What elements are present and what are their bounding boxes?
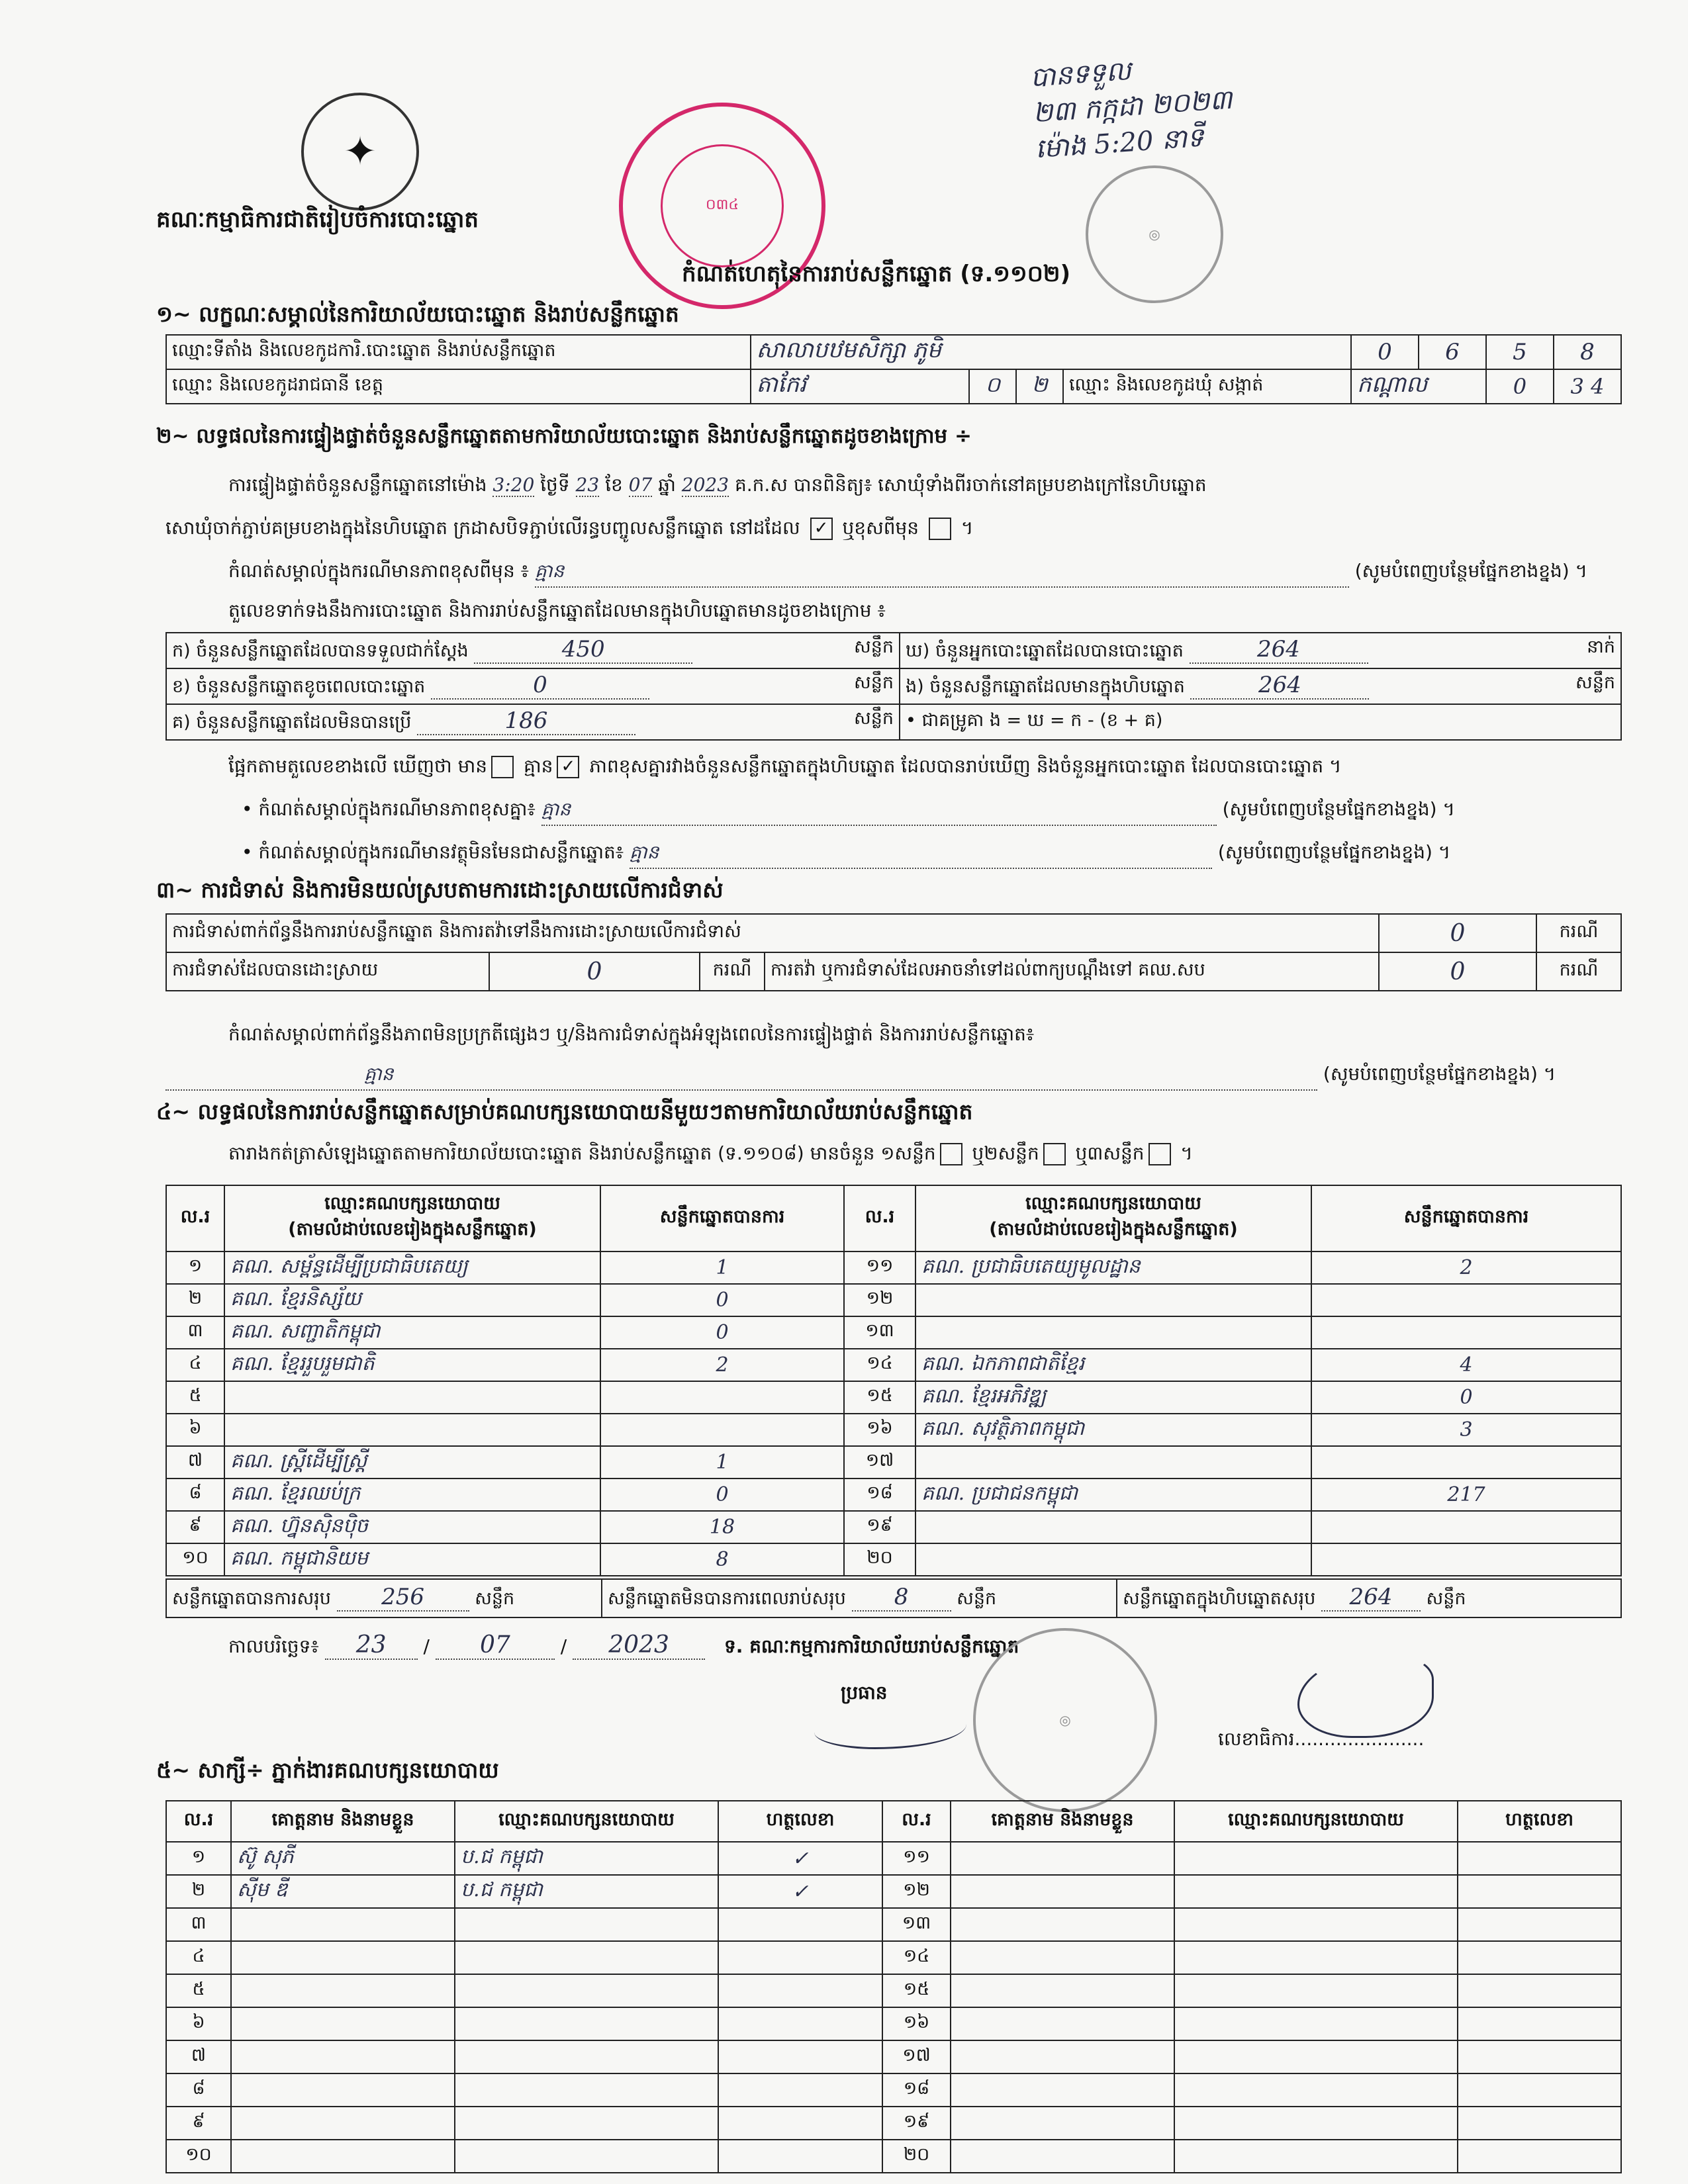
total-invalid: សន្លឹកឆ្នោតមិនបានការពេលរាប់សរុប 8 សន្លឹក <box>602 1579 1117 1617</box>
table-row <box>166 1316 1621 1349</box>
witness-name <box>951 2073 1174 2107</box>
row-number: ២ <box>166 1284 224 1316</box>
vote-count <box>600 1414 844 1446</box>
witness-name <box>231 2140 455 2173</box>
party-name: គណ. សម្ព័ន្ធដើម្បីប្រជាធិបតេយ្យ <box>224 1251 600 1284</box>
count-row-c: គ) ចំនួនសន្លឹកឆ្នោតដែលមិនបានប្រើ 186 សន្លឹក <box>166 704 900 740</box>
row-number: ៨ <box>166 1479 224 1511</box>
section1-table <box>165 334 1622 404</box>
province-label: ឈ្មោះ និងលេខកូដរាជធានី ខេត្ត <box>166 369 751 404</box>
vote-count <box>1311 1284 1621 1316</box>
row-number: ៤ <box>166 1941 231 1974</box>
witness-party <box>455 1974 718 2007</box>
complaint-label: ការតវ៉ា ឬការជំទាស់ដែលអាចនាំទៅដល់ពាក្យបណ្តឹងទៅ គឈ.សប <box>765 952 1379 991</box>
section3-note-value: គ្មាន (សូមបំពេញបន្ថែមផ្នែកខាងខ្នង) ។ <box>165 1062 1622 1091</box>
witness-name <box>231 2040 455 2073</box>
row-number: ១៤ <box>882 1941 951 1974</box>
party-name: គណ. កម្ពុជានិយម <box>224 1543 600 1576</box>
row-number: ១៦ <box>844 1414 915 1446</box>
table-row <box>166 2040 1621 2073</box>
vote-count: 0 <box>600 1479 844 1511</box>
vote-count: 0 <box>600 1316 844 1349</box>
row-number: ១១ <box>882 1842 951 1875</box>
witness-signature <box>1458 1941 1621 1974</box>
row-number: ១៣ <box>882 1908 951 1941</box>
sheet3-checkbox[interactable] <box>1149 1143 1171 1165</box>
vote-count: 3 <box>1311 1414 1621 1446</box>
station-code-digit: 8 <box>1554 335 1621 369</box>
vote-count <box>1311 1446 1621 1479</box>
stamp-number: ០៣៤ <box>706 197 739 213</box>
total-valid: សន្លឹកឆ្នោតបានការសរុប 256 សន្លឹក <box>166 1579 602 1617</box>
count-row-d: ឃ) ចំនួនអ្នកបោះឆ្នោតដែលបានបោះឆ្នោត 264 នាក់ <box>900 633 1621 668</box>
section5-title: ៥~ សាក្សី÷ ភ្នាក់ងារគណបក្សនយោបាយ <box>156 1757 499 1783</box>
witness-name <box>231 2007 455 2040</box>
same-checkbox[interactable]: ✓ <box>810 518 833 540</box>
witness-name <box>951 1842 1174 1875</box>
witness-party <box>455 2140 718 2173</box>
vote-count: 2 <box>1311 1251 1621 1284</box>
row-number: ១៧ <box>882 2040 951 2073</box>
province-code-digit: ២ <box>1016 369 1063 404</box>
party-name <box>915 1446 1311 1479</box>
witness-party <box>455 2007 718 2040</box>
witness-party <box>1174 1842 1458 1875</box>
party-name <box>224 1381 600 1414</box>
witness-party <box>455 2107 718 2140</box>
section4-title: ៤~ លទ្ធផលនៃការរាប់សន្លឹកឆ្នោតសម្រាប់គណបក្សនយោបាយនីមួយៗតាមការិយាល័យរាប់សន្លឹកឆ្នោត <box>156 1099 973 1124</box>
witness-name <box>951 2140 1174 2173</box>
witness-party <box>1174 2140 1458 2173</box>
bullet-diff-note: • កំណត់សម្គាល់ក្នុងករណីមានភាពខុសគ្នា៖ គ្មាន (សូមបំពេញបន្ថែមផ្នែកខាងខ្នង) ។ <box>242 797 1618 826</box>
sheet2-checkbox[interactable] <box>1043 1143 1066 1165</box>
org-name: គណៈកម្មាធិការជាតិរៀបចំការបោះឆ្នោត <box>156 206 479 233</box>
witness-signature: ✓ <box>718 1842 882 1875</box>
row-number: ១ <box>166 1842 231 1875</box>
verify-time: 3:20 <box>492 474 535 496</box>
vote-count: 0 <box>600 1284 844 1316</box>
row-number: ២០ <box>882 2140 951 2173</box>
witness-signature <box>718 2073 882 2107</box>
vote-count: 1 <box>600 1251 844 1284</box>
row-number: ១៧ <box>844 1446 915 1479</box>
table-row <box>166 1974 1621 2007</box>
section3-title: ៣~ ការជំទាស់ និងការមិនយល់ស្របតាមការដោះស្រាយលើការជំទាស់ <box>156 877 724 903</box>
secretary-signature <box>1297 1655 1434 1738</box>
row-number: ១៥ <box>844 1381 915 1414</box>
verify-year: 2023 <box>681 474 729 496</box>
handwritten-receipt-note: បានទទួល ២៣ កក្កដា ២០២៣ ម៉ោង 5:20 នាទី <box>1029 56 1234 165</box>
row-number: ៣ <box>166 1316 224 1349</box>
station-label: ឈ្មោះទីតាំង និងលេខកូដការិ.បោះឆ្នោត និងរាប់សន្លឹកឆ្នោត <box>166 335 751 369</box>
section2-title: ២~ លទ្ធផលនៃការផ្ទៀងផ្ទាត់ចំនួនសន្លឹកឆ្នោតតាមការិយាល័យបោះឆ្នោត និងរាប់សន្លឹកឆ្នោតដូចខាងក្រោម ÷ <box>156 424 972 448</box>
province-code-digit: ០ <box>969 369 1016 404</box>
president-label: ប្រធាន <box>841 1682 888 1704</box>
row-number: ១៣ <box>844 1316 915 1349</box>
table-row <box>166 1941 1621 1974</box>
commune-label: ឈ្មោះ និងលេខកូដឃុំ សង្កាត់ <box>1063 369 1351 404</box>
form-title: កំណត់ហេតុនៃការរាប់សន្លឹកឆ្នោត (ទ.១១០២) <box>682 261 1071 287</box>
witness-name <box>231 2073 455 2107</box>
vote-count <box>1311 1511 1621 1543</box>
vote-count: 8 <box>600 1543 844 1576</box>
row-number: ៨ <box>166 2073 231 2107</box>
row-number: ៧ <box>166 1446 224 1479</box>
witness-name <box>951 2107 1174 2140</box>
witness-party: ប.ជ កម្ពុជា <box>455 1842 718 1875</box>
party-name: គណ. សញ្ជាតិកម្ពុជា <box>224 1316 600 1349</box>
witness-party <box>1174 2073 1458 2107</box>
witness-name <box>951 1908 1174 1941</box>
resolved-count: 0 <box>489 952 700 991</box>
row-number: ១៦ <box>882 2007 951 2040</box>
table-row <box>166 1908 1621 1941</box>
row-number: ២០ <box>844 1543 915 1576</box>
party-name: គណ. ខ្មែរអភិវឌ្ឍ <box>915 1381 1311 1414</box>
table-row <box>166 1479 1621 1511</box>
witness-signature <box>718 1941 882 1974</box>
witness-party <box>455 1908 718 1941</box>
vote-count: 2 <box>600 1349 844 1381</box>
witness-signature <box>1458 2007 1621 2040</box>
witness-signature <box>718 2040 882 2073</box>
row-number: ៥ <box>166 1974 231 2007</box>
witness-name <box>231 2107 455 2140</box>
secretary-label: លេខាធិការ...................... <box>1218 1728 1425 1750</box>
section3-note: កំណត់សម្គាល់ពាក់ព័ន្ធនឹងភាពមិនប្រក្រតីផ្សេងៗ ឬ/និងការជំទាស់ក្នុងអំឡុងពេលនៃការផ្ទៀងផ្ទាត់ និងការរាប់សន្លឹកឆ្នោត៖ <box>228 1023 1035 1045</box>
province-name: តាកែវ <box>751 369 970 404</box>
changed-checkbox[interactable] <box>929 518 951 540</box>
commune-name: កណ្ដាល <box>1351 369 1486 404</box>
table-row <box>166 1349 1621 1381</box>
vote-count <box>1311 1543 1621 1576</box>
witness-signature <box>1458 2040 1621 2073</box>
station-code-digit: 6 <box>1419 335 1486 369</box>
table-row <box>166 1414 1621 1446</box>
party-name: គណ. ខ្មែររួបរួមជាតិ <box>224 1349 600 1381</box>
row-number: ១ <box>166 1251 224 1284</box>
formula: • ជាគម្រូគា ង = ឃ = ក - (ខ + គ) <box>900 704 1621 740</box>
witness-name <box>951 1974 1174 2007</box>
witness-party <box>1174 2107 1458 2140</box>
objections-table: ការជំទាស់ពាក់ព័ន្ធនឹងការរាប់សន្លឹកឆ្នោត និងការតវ៉ាទៅនឹងការដោះស្រាយលើការជំទាស់ 0 ករណី ការជំទាស់ដែលបានដោះស្រាយ 0 ករណី ការតវ៉ា ឬការជំទាស់ដែលអាចនាំទៅដល់ពាក្យបណ្តឹងទៅ គឈ.សប 0 ករណី <box>165 913 1622 991</box>
row-number: ១៤ <box>844 1349 915 1381</box>
total-in-box: សន្លឹកឆ្នោតក្នុងហិបឆ្នោតសរុប 264 សន្លឹក <box>1117 1579 1621 1617</box>
witness-signature <box>1458 1842 1621 1875</box>
count-row-a: ក) ចំនួនសន្លឹកឆ្នោតដែលបានទទួលជាក់ស្តែង 450 សន្លឹក <box>166 633 900 668</box>
party-name: គណ. ខ្មែរនិស្ស័យ <box>224 1284 600 1316</box>
tally-sheet-line: តារាងកត់ត្រាសំឡេងឆ្នោតតាមការិយាល័យបោះឆ្នោត និងរាប់សន្លឹកឆ្នោត (ទ.១១០៨) មានចំនួន ១សន្លឹក ឬ២សន្លឹក ឬ៣សន្លឹក ។ <box>228 1142 1193 1164</box>
witness-name <box>951 2040 1174 2073</box>
witness-party <box>1174 1941 1458 1974</box>
witness-name <box>231 1974 455 2007</box>
witness-party: ប.ជ កម្ពុជា <box>455 1875 718 1908</box>
totals-table <box>165 1578 1622 1618</box>
witness-name <box>231 1908 455 1941</box>
station-code-digit: 0 <box>1351 335 1419 369</box>
table-row <box>166 1842 1621 1875</box>
row-number: ១១ <box>844 1251 915 1284</box>
party-name: គណ. ខ្មែរឈប់ក្រ <box>224 1479 600 1511</box>
vote-count <box>600 1381 844 1414</box>
row-number: ៩ <box>166 2107 231 2140</box>
row-number: ៥ <box>166 1381 224 1414</box>
party-name <box>915 1511 1311 1543</box>
objection-row-label: ការជំទាស់ពាក់ព័ន្ធនឹងការរាប់សន្លឹកឆ្នោត និងការតវ៉ាទៅនឹងការដោះស្រាយលើការជំទាស់ <box>166 914 1379 952</box>
witness-signature <box>718 1908 882 1941</box>
party-name: គណ. ស្ត្រីដើម្បីស្ត្រី <box>224 1446 600 1479</box>
row-number: ១០ <box>166 2140 231 2173</box>
table-row <box>166 1543 1621 1576</box>
sheet1-checkbox[interactable] <box>940 1143 962 1165</box>
table-row <box>166 2107 1621 2140</box>
date-line: កាលបរិច្ឆេទ៖ 23 / 07 / 2023 ទ. គណៈកម្មការការិយាល័យរាប់សន្លឹកឆ្នោត <box>228 1631 1019 1659</box>
verify-day: 23 <box>575 474 600 496</box>
witness-signature <box>1458 2073 1621 2107</box>
party-name: គណ. សុវត្ថិភាពកម្ពុជា <box>915 1414 1311 1446</box>
witness-signature: ✓ <box>718 1875 882 1908</box>
witness-name <box>951 1941 1174 1974</box>
party-name <box>915 1543 1311 1576</box>
row-number: ១២ <box>844 1284 915 1316</box>
witness-name <box>231 1941 455 1974</box>
witness-party <box>1174 1974 1458 2007</box>
witness-signature <box>1458 1908 1621 1941</box>
counts-intro: តួលេខទាក់ទងនឹងការបោះឆ្នោត និងការរាប់សន្លឹកឆ្នោតដែលមានក្នុងហិបឆ្នោតមានដូចខាងក្រោម ៖ <box>228 600 886 621</box>
party-name: គណ. ឯកភាពជាតិខ្មែរ <box>915 1349 1311 1381</box>
vote-count: 18 <box>600 1511 844 1543</box>
witness-party <box>1174 1908 1458 1941</box>
row-number: ៣ <box>166 1908 231 1941</box>
objection-count: 0 <box>1379 914 1536 952</box>
witness-name <box>951 1875 1174 1908</box>
witness-party <box>455 2073 718 2107</box>
party-name <box>224 1414 600 1446</box>
witness-signature <box>1458 2140 1621 2173</box>
witness-name: ស៊ូ សុភី <box>231 1842 455 1875</box>
witness-signature <box>1458 1875 1621 1908</box>
gray-stamp: ◎ <box>1086 165 1223 303</box>
table-row <box>166 2140 1621 2173</box>
party-name: គណ. ហ្វ៊ុនស៊ិនប៉ិច <box>224 1511 600 1543</box>
commune-code-digit: 0 <box>1486 369 1554 404</box>
section1-title: ១~ លក្ខណៈសម្គាល់នៃការិយាល័យបោះឆ្នោត និងរាប់សន្លឹកឆ្នោត <box>156 301 679 327</box>
witness-signature <box>1458 1974 1621 2007</box>
witness-party <box>455 1941 718 1974</box>
row-number: ១០ <box>166 1543 224 1576</box>
section2-intro-line2: សោឃុំចាក់ភ្ជាប់គម្របខាងក្នុងនៃហិបឆ្នោត ក្រដាសបិទភ្ជាប់លើរន្ធបញ្ចូលសន្លឹកឆ្នោត នៅដដែល ✓ ឬខុសពីមុន ។ <box>165 517 974 539</box>
complaint-count: 0 <box>1379 952 1536 991</box>
committee-stamp: ◎ <box>973 1628 1157 1812</box>
table-row <box>166 1875 1621 1908</box>
table-row <box>166 1446 1621 1479</box>
bullet-object-note: • កំណត់សម្គាល់ក្នុងករណីមានវត្ថុមិនមែនជាសន្លឹកឆ្នោត៖ គ្មាន (សូមបំពេញបន្ថែមផ្នែកខាងខ្នង) ។ <box>242 841 1618 869</box>
station-code-digit: 5 <box>1486 335 1554 369</box>
witness-party <box>1174 1875 1458 1908</box>
witness-signature <box>718 1974 882 2007</box>
vote-count <box>1311 1316 1621 1349</box>
witness-signature <box>718 2107 882 2140</box>
vote-count: 0 <box>1311 1381 1621 1414</box>
verify-month: 07 <box>628 474 653 496</box>
table-row <box>166 1511 1621 1543</box>
witness-signature <box>718 2140 882 2173</box>
table-row <box>166 2073 1621 2107</box>
witness-party <box>1174 2007 1458 2040</box>
witness-name: ស៊ីម ឌី <box>231 1875 455 1908</box>
section2-note: កំណត់សម្គាល់ក្នុងករណីមានភាពខុសពីមុន ៖ គ្មាន (សូមបំពេញបន្ថែមផ្នែកខាងខ្នង) ។ <box>228 559 1618 588</box>
row-number: ៩ <box>166 1511 224 1543</box>
vote-count: 4 <box>1311 1349 1621 1381</box>
section2-intro-line1: ការផ្ទៀងផ្ទាត់ចំនួនសន្លឹកឆ្នោតនៅម៉ោង 3:20 ថ្ងៃទី 23 ខែ 07 ឆ្នាំ 2023 គ.ក.ស បានពិនិត្យ៖ សោឃុំទាំងពីរចាក់នៅគម្របខាងក្រៅនៃហិបឆ្នោត <box>228 474 1207 496</box>
row-number: ៦ <box>166 1414 224 1446</box>
party-name <box>915 1284 1311 1316</box>
row-number: ១៩ <box>844 1511 915 1543</box>
party-results-table: ល.រ ឈ្មោះគណបក្សនយោបាយ (តាមលំដាប់លេខរៀងក្នុងសន្លឹកឆ្នោត) សន្លឹកឆ្នោតបានការ ល.រ ឈ្មោះគណបក្សនយោបាយ (តាមលំដាប់លេខរៀងក្នុងសន្លឹកឆ្នោត) សន្លឹកឆ្នោតបានការ ១ គណ. សម្ព័ន្ធដើម្បីប្រជាធិបតេយ្យ 1 ១១ គណ. ប្រជាធិបតេយ្យមូលដ្ឋាន 2 ២ គណ. ខ្មែរនិស្ស័យ 0 ១២ ៣ គណ. សញ្ជាតិកម្ពុជា 0 ១៣ ៤ គណ. ខ្មែររួបរួមជាតិ 2 ១៤ គណ. ឯកភាពជាតិខ្មែរ 4 ៥ ១៥ គណ. ខ្មែរអភិវឌ្ឍ 0 ៦ ១៦ គណ. សុវត្ថិភាពកម្ពុជា 3 ៧ គណ. ស្ត្រីដើម្បីស្ត្រី 1 ១៧ ៨ គណ. ខ្មែរឈប់ក្រ 0 ១៨ គណ. ប្រជាជនកម្ពុជា 217 ៩ គណ. ហ្វ៊ុនស៊ិនប៉ិច 18 ១៩ ១០ គណ. កម្ពុជានិយម 8 ២០ <box>165 1185 1622 1576</box>
party-name: គណ. ប្រជាជនកម្ពុជា <box>915 1479 1311 1511</box>
resolved-label: ការជំទាស់ដែលបានដោះស្រាយ <box>166 952 489 991</box>
diff-yes-checkbox[interactable] <box>491 756 514 778</box>
witness-signature <box>1458 2107 1621 2140</box>
table-row <box>166 2007 1621 2040</box>
station-name: សាលាបឋមសិក្សា ភូមិ <box>751 335 1351 369</box>
diff-no-checkbox[interactable]: ✓ <box>557 756 579 778</box>
difference-line: ផ្អែកតាមតួលេខខាងលើ ឃើញថា មាន គ្មាន ✓ ភាពខុសគ្នារវាងចំនួនសន្លឹកឆ្នោតក្នុងហិបឆ្នោត ដែលបានរាប់ឃើញ និងចំនួនអ្នកបោះឆ្នោត ដែលបានបោះឆ្នោត ។ <box>228 755 1342 777</box>
party-name: គណ. ប្រជាធិបតេយ្យមូលដ្ឋាន <box>915 1251 1311 1284</box>
row-number: ៤ <box>166 1349 224 1381</box>
vote-count: 217 <box>1311 1479 1621 1511</box>
table-row <box>166 1251 1621 1284</box>
counts-table <box>165 632 1622 741</box>
president-signature <box>814 1707 966 1749</box>
witness-name <box>951 2007 1174 2040</box>
witness-table: ល.រ គោត្តនាម និងនាមខ្លួន ឈ្មោះគណបក្សនយោបាយ ហត្ថលេខា ល.រ គោត្តនាម និងនាមខ្លួន ឈ្មោះគណបក្សនយោបាយ ហត្ថលេខា ១ ស៊ូ សុភី ប.ជ កម្ពុជា ✓ ១១ ២ ស៊ីម ឌី ប.ជ កម្ពុជា ✓ ១២ ៣ ១៣ ៤ ១៤ ៥ ១៥ ៦ ១៦ ៧ ១៧ ៨ ១៨ ៩ ១៩ ១០ ២០ <box>165 1800 1622 2173</box>
witness-party <box>455 2040 718 2073</box>
row-number: ១៨ <box>844 1479 915 1511</box>
vote-count: 1 <box>600 1446 844 1479</box>
table-row <box>166 1381 1621 1414</box>
witness-party <box>1174 2040 1458 2073</box>
row-number: ១៥ <box>882 1974 951 2007</box>
row-number: ២ <box>166 1875 231 1908</box>
party-name <box>915 1316 1311 1349</box>
row-number: ១៨ <box>882 2073 951 2107</box>
count-row-e: ង) ចំនួនសន្លឹកឆ្នោតដែលមានក្នុងហិបឆ្នោត 264 សន្លឹក <box>900 668 1621 704</box>
row-number: ១៩ <box>882 2107 951 2140</box>
emblem-icon: ✦ <box>301 93 419 210</box>
witness-signature <box>718 2007 882 2040</box>
count-row-b: ខ) ចំនួនសន្លឹកឆ្នោតខូចពេលបោះឆ្នោត 0 សន្លឹក <box>166 668 900 704</box>
table-row <box>166 1284 1621 1316</box>
row-number: ៧ <box>166 2040 231 2073</box>
row-number: ៦ <box>166 2007 231 2040</box>
row-number: ១២ <box>882 1875 951 1908</box>
commune-code-digit: 3 4 <box>1554 369 1621 404</box>
